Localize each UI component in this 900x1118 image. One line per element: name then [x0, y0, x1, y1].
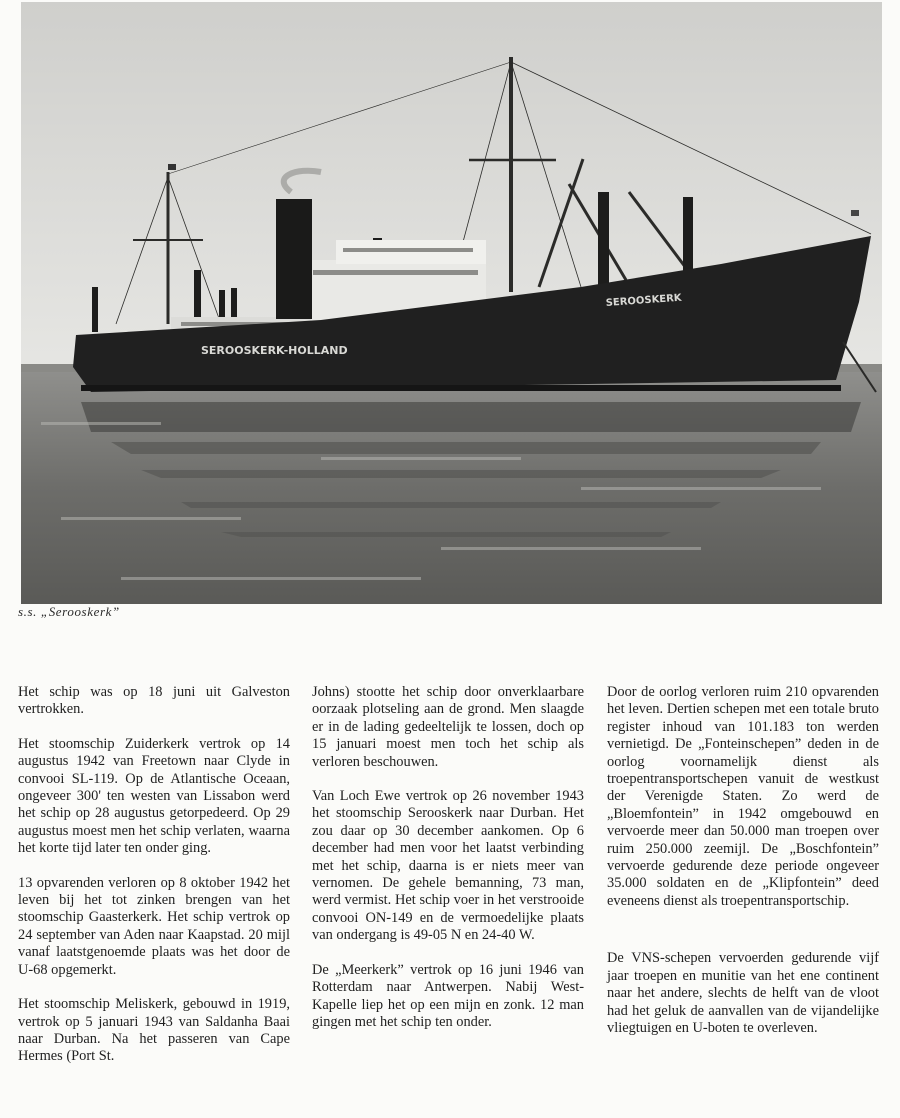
paragraph: De „Meerkerk” vertrok op 16 juni 1946 van Rotterdam naar Antwerpen. Nabij West-Kapelle liep het op een mijn en zonk. 12 man gingen met het schip ten onder. [312, 961, 584, 1030]
paragraph: Het stoomschip Zuiderkerk vertrok op 14 augustus 1942 van Freetown naar Clyde in convooi SL-119. Op de Atlantische Oceaan, ongeveer 300' ten westen van Lissabon werd het schip op 28 augustus getorpedeerd. Op 29 augustus moest men het schip verlaten, waarna het korte tijd later ten onder ging. [18, 735, 290, 857]
paragraph: Door de oorlog verloren ruim 210 opvarenden het leven. Dertien schepen met een totale bruto register inhoud van 101.183 ton werden vernietigd. De „Fonteinschepen” deden in de oorlog voornamelijk dienst als troepentransportschepen vanuit de westkust der Verenigde Staten. Zo werd de „Bloemfontein” in 1942 omgebouwd en vervoerde meer dan 50.000 man troepen over ruim 250.000 zeemijl. De „Boschfontein” vervoerde gedurende deze periode ongeveer 35.000 soldaten en de „Klipfontein” deed eveneens dienst als troepentransportschip. [607, 684, 879, 909]
article-column-1 [18, 684, 290, 1083]
paragraph: Johns) stootte het schip door onverklaarbare oorzaak plotseling aan de grond. Men slaagde er in de lading gedeeltelijk te lossen, doch op 15 januari moest men toch het schip als verloren beschouwen. [312, 684, 584, 770]
paragraph: 13 opvarenden verloren op 8 oktober 1942 het leven bij het tot zinken brengen van het stoomschip Gaasterkerk. Het schip vertrok op 24 september van Aden naar Kaapstad. 20 mijl vanaf laatstgenoemde plaats was het door de U-68 opgemerkt. [18, 874, 290, 978]
hull-lettering-stern: SEROOSKERK-HOLLAND [201, 344, 348, 357]
paragraph: Van Loch Ewe vertrok op 26 november 1943 het stoomschip Serooskerk naar Durban. Het zou daar op 30 december aankomen. Op 6 december had men voor het laatst verbinding met het schip, daarna is er niets meer van vernomen. De gehele bemanning, 73 man, werd vermist. Het schip voer in het verstrooide convooi ON-149 en de vermoedelijke plaats van ondergang is 49-05 N en 24-40 W. [312, 788, 584, 944]
article-column-3 [607, 684, 879, 1054]
photo-caption: s.s. „Serooskerk” [18, 604, 120, 619]
ship-photograph [21, 2, 882, 604]
article-column-2 [312, 684, 584, 1048]
paragraph: Het schip was op 18 juni uit Galveston vertrokken. [18, 684, 290, 718]
hull-lettering-bow: SEROOSKERK [605, 292, 682, 309]
paragraph: Het stoomschip Meliskerk, gebouwd in 1919, vertrok op 5 januari 1943 van Saldanha Baai naar Durban. Na het passeren van Cape Hermes (Port St. [18, 996, 290, 1065]
paragraph: De VNS-schepen vervoerden gedurende vijf jaar troepen en munitie van het ene continent naar het andere, slechts de helft van de vloot had het geluk de aanvallen van de vijandelijke vliegtuigen en U-boten te overleven. [607, 950, 879, 1036]
